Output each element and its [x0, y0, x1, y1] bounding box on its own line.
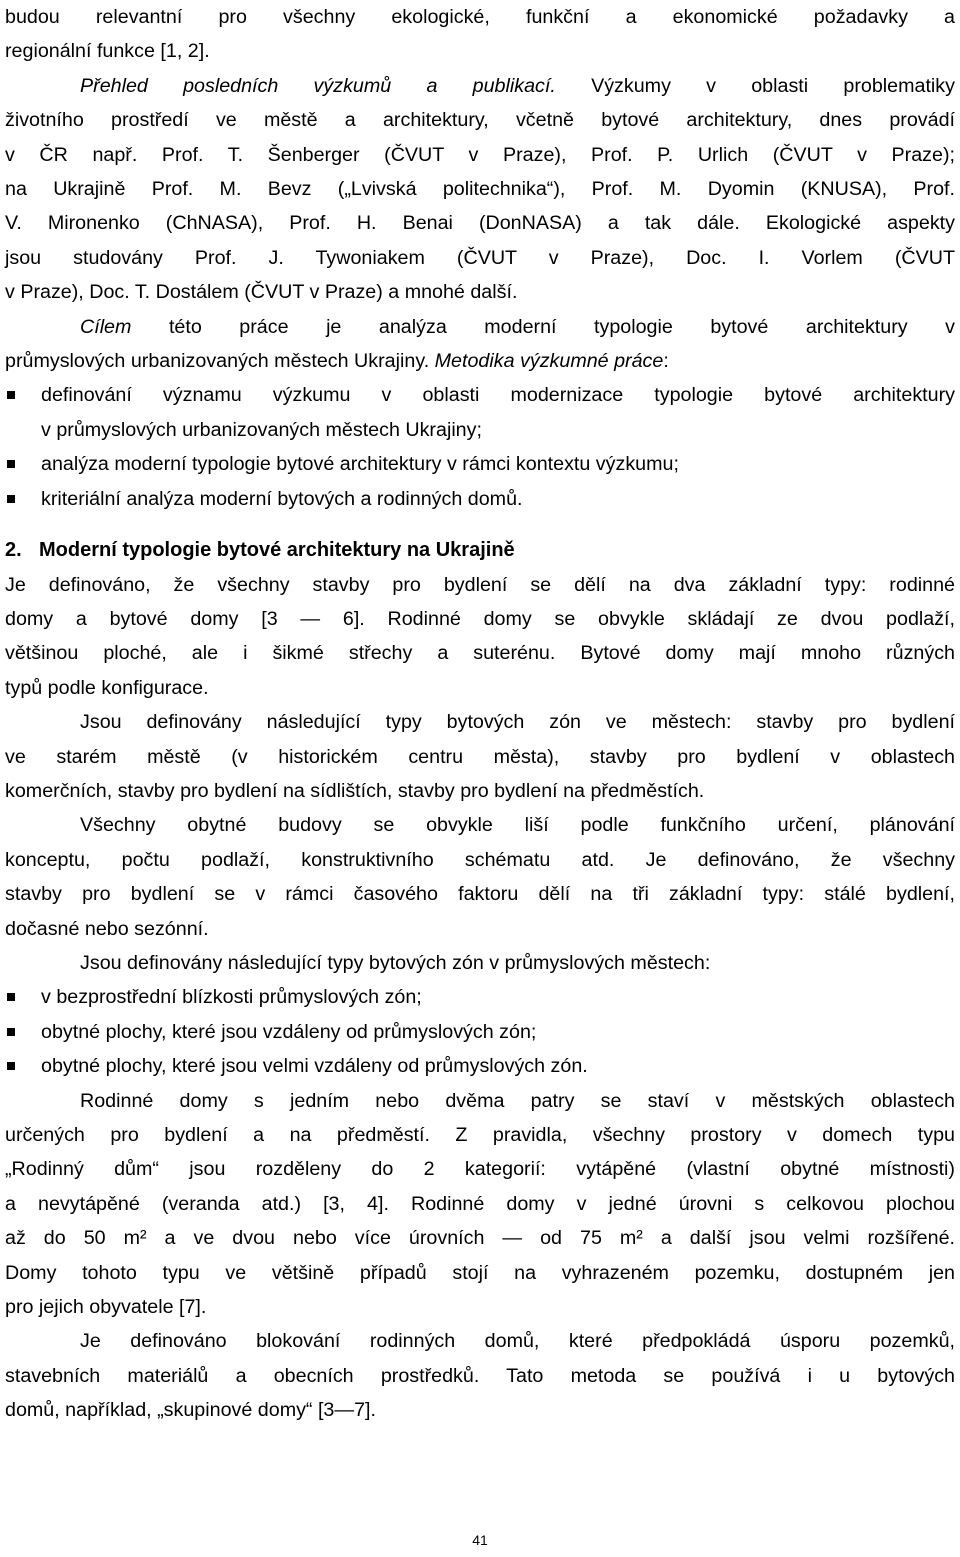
list-item: [5, 482, 955, 516]
text-line: v průmyslových urbanizovaných městech Ukrajiny;: [41, 418, 482, 441]
paragraph-industrial-zones: [5, 946, 955, 980]
text-line: regionální funkce [1, 2].: [5, 40, 210, 63]
text-line: průmyslových urbanizovaných městech Ukrajiny. Metodika výzkumné práce:: [5, 350, 669, 373]
text-line: na Ukrajině Prof. M. Bevz („Lvivská politechnika“), Prof. M. Dyomin (KNUSA), Prof.: [5, 178, 955, 201]
text-line: Domy tohoto typu ve většině případů stojí na vyhrazeném pozemku, dostupném jen: [5, 1261, 955, 1284]
text-line: „Rodinný dům“ jsou rozděleny do 2 kategorií: vytápěné (vlastní obytné místnosti): [5, 1158, 955, 1181]
italic-lead: Cílem: [80, 315, 132, 338]
paragraph-aim: [5, 310, 955, 379]
text-line: Všechny obytné budovy se obvykle liší podle funkčního určení, plánování: [80, 814, 955, 837]
text-line: v bezprostřední blízkosti průmyslových zón;: [41, 986, 422, 1009]
text-line: V. Mironenko (ChNASA), Prof. H. Benai (DonNASA) a tak dále. Ekologické aspekty: [5, 212, 955, 235]
list-item: [5, 980, 955, 1014]
paragraph-blocking: [5, 1324, 955, 1427]
paragraph-intro-continuation: [5, 0, 955, 69]
methodology-list: [5, 378, 955, 516]
text-line: až do 50 m² a ve dvou nebo více úrovních — od 75 m² a další jsou velmi rozšířené.: [5, 1227, 955, 1250]
text-line: ve starém městě (v historickém centru města), stavby pro bydlení v oblastech: [5, 745, 955, 768]
list-item: [5, 1015, 955, 1049]
text-line: Cílem této práce je analýza moderní typologie bytové architektury v: [80, 315, 955, 338]
text-line: pro jejich obyvatele [7].: [5, 1296, 207, 1319]
text-line: dočasné nebo sezónní.: [5, 917, 209, 940]
text-line: Přehled posledních výzkumů a publikací. Výzkumy v oblasti problematiky: [80, 74, 955, 97]
text-line: budou relevantní pro všechny ekologické, funkční a ekonomické požadavky a: [5, 6, 955, 28]
text-line: domy a bytové domy [3 — 6]. Rodinné domy se obvykle skládají ze dvou podlaží,: [5, 607, 955, 630]
paragraph-buildings: [5, 808, 955, 946]
italic-phrase: Metodika výzkumné práce: [434, 350, 664, 373]
italic-lead: Přehled posledních výzkumů a publikací.: [80, 74, 556, 97]
text-line: Jsou definovány následující typy bytových zón ve městech: stavby pro bydlení: [80, 711, 955, 734]
paragraph-zones: [5, 705, 955, 808]
paragraph-research-overview: [5, 69, 955, 310]
text-line: většinou ploché, ale i šikmé střechy a suterénu. Bytové domy mají mnoho různých: [5, 642, 955, 665]
square-bullet-icon: [7, 460, 15, 468]
paragraph-family-houses: [5, 1084, 955, 1325]
industrial-zones-list: [5, 980, 955, 1083]
text-line: životního prostředí ve městě a architektury, včetně bytové architektury, dnes provádí: [5, 109, 955, 132]
text-line: analýza moderní typologie bytové architektury v rámci kontextu výzkumu;: [41, 453, 679, 476]
page-number: 41: [472, 1532, 488, 1548]
section-title: Moderní typologie bytové architektury na Ukrajině: [39, 539, 515, 562]
list-item: [5, 378, 955, 447]
text-line: stavebních materiálů a obecních prostředků. Tato metoda se používá i u bytových: [5, 1364, 955, 1387]
text-line: v ČR např. Prof. T. Šenberger (ČVUT v Praze), Prof. P. Urlich (ČVUT v Praze);: [5, 143, 955, 166]
text-line: Rodinné domy s jedním nebo dvěma patry se staví v městských oblastech: [80, 1089, 955, 1112]
text-line: v Praze), Doc. T. Dostálem (ČVUT v Praze) a mnohé další.: [5, 281, 518, 304]
text-line: domů, například, „skupinové domy“ [3—7].: [5, 1399, 376, 1422]
list-item: [5, 1049, 955, 1083]
text-line: komerčních, stavby pro bydlení na sídlištích, stavby pro bydlení na předměstích.: [5, 779, 705, 802]
square-bullet-icon: [7, 495, 15, 503]
text-line: Je definováno blokování rodinných domů, které předpokládá úsporu pozemků,: [80, 1330, 955, 1353]
paragraph-types: [5, 568, 955, 706]
text-line: definování významu výzkumu v oblasti modernizace typologie bytové architektury: [41, 384, 955, 407]
text-line: kriteriální analýza moderní bytových a rodinných domů.: [41, 487, 523, 510]
section-number: 2.: [5, 539, 22, 562]
text-line: Jsou definovány následující typy bytových zón v průmyslových městech:: [80, 951, 711, 974]
square-bullet-icon: [7, 1028, 15, 1036]
text-line: určených pro bydlení a na předměstí. Z pravidla, všechny prostory v domech typu: [5, 1124, 955, 1146]
text-line: typů podle konfigurace.: [5, 676, 209, 699]
square-bullet-icon: [7, 391, 15, 399]
document-page: [5, 0, 955, 1428]
square-bullet-icon: [7, 993, 15, 1001]
text-line: obytné plochy, které jsou vzdáleny od průmyslových zón;: [41, 1020, 537, 1043]
list-item: [5, 447, 955, 481]
text-line: stavby pro bydlení se v rámci časového faktoru dělí na tři základní typy: stálé bydlení,: [5, 883, 955, 906]
text-line: obytné plochy, které jsou velmi vzdáleny od průmyslových zón.: [41, 1055, 588, 1078]
square-bullet-icon: [7, 1062, 15, 1070]
text-line: a nevytápěné (veranda atd.) [3, 4]. Rodinné domy v jedné úrovni s celkovou plochou: [5, 1192, 955, 1215]
section-heading: [5, 533, 955, 567]
text-line: jsou studovány Prof. J. Tywoniakem (ČVUT v Praze), Doc. I. Vorlem (ČVUT: [5, 246, 955, 269]
text-line: Je definováno, že všechny stavby pro bydlení se dělí na dva základní typy: rodinné: [5, 573, 955, 596]
text-line: konceptu, počtu podlaží, konstruktivního schématu atd. Je definováno, že všechny: [5, 848, 955, 871]
